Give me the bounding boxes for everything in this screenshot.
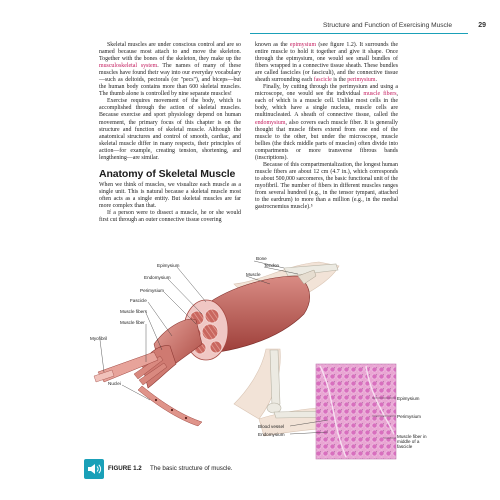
paragraph	[255, 42, 398, 84]
label-myofibril: Myofibril	[90, 336, 108, 341]
label-perimysium-micro: Perimysium	[397, 414, 421, 419]
label-muscle-fiber: Muscle fiber	[120, 320, 145, 325]
paragraph: When we think of muscles, we visualize each muscle as a single unit. This is natural because a skeletal muscle most often acts as a single entity. But skeletal muscles are far more complex than that.	[99, 181, 241, 209]
header-rule	[250, 33, 468, 34]
label-muscle-fibers: Muscle fibers	[120, 309, 148, 314]
label-blood-vessel: Blood vessel	[258, 424, 285, 429]
section-heading: Anatomy of Skeletal Muscle	[99, 167, 236, 180]
figure-caption	[84, 459, 414, 479]
muscle-illustration	[84, 254, 427, 464]
caption-label: FIGURE 1.2	[108, 465, 142, 472]
page-number: 29	[478, 22, 486, 29]
keyword[interactable]: perimysium	[347, 77, 376, 84]
caption-text: The basic structure of muscle.	[150, 465, 233, 472]
label-bone: Bone	[256, 256, 267, 261]
header-title: Structure and Function of Exercising Muscle	[322, 22, 452, 29]
left-column	[99, 42, 241, 282]
keyword[interactable]: endomysium	[255, 119, 286, 126]
text: Finally, by cutting through the perimysium and using a microscope, one would see the individual	[255, 84, 398, 98]
label-fiber-middle	[397, 434, 437, 460]
audio-speaker-icon[interactable]	[84, 459, 104, 479]
text: . The names of many of these muscles have found their way into our everyday vocabulary—such as deltoids, pectorals (or "pecs"), and biceps—but the human body contains more than 600 skeletal muscles. The thumb alone is controlled by nine separate muscles!	[99, 63, 241, 98]
text: known as the	[255, 42, 290, 48]
label-endomysium-micro: Endomysium	[258, 432, 285, 437]
keyword[interactable]: epimysium	[289, 42, 317, 48]
fascicle-illustration	[94, 319, 202, 426]
paragraph: If a person were to dissect a muscle, he or she would first cut through an outer connective tissue covering	[99, 210, 241, 224]
paragraph: Exercise requires movement of the body, which is accomplished through the action of skeletal muscles. Because exercise and sport physiology depend on human movement, the primary focus of this chapter is on the structure and function of skeletal muscle. Although the anatomical structures and control of smooth, cardiac, and skeletal muscle differ in many respects, their principles of action—for example, creating tension, shortening, and lengthening—are similar.	[99, 98, 241, 161]
label-muscle: Muscle	[246, 272, 261, 277]
label-perimysium: Perimysium	[140, 288, 164, 293]
label-nuclei: Nuclei	[108, 381, 121, 386]
text: , each of which is a muscle cell. Unlike most cells in the body, which have a single nucleus, muscle cells are multinucleated. A sheath of connective tissue, called the	[255, 91, 398, 119]
label-epimysium: Epimysium	[157, 263, 180, 268]
text: , also covers each muscle fiber. It is generally thought that muscle fibers extend from one end of the muscle to the other, but under the microscope, muscle bellies (the thick middle parts of muscles) often divide into compartments or more transverse fibrous bands (inscriptions).	[255, 119, 398, 161]
keyword[interactable]: muscle fibers	[363, 91, 397, 98]
paragraph: Because of this compartmentalization, the longest human muscle fibers are about 12 cm (4.7 in.), which corresponds to about 500,000 sarcomeres, the basic functional unit of the myofibril. The number of fibers in different muscles ranges from several hundred (e.g., in the tensor tympani, attached to the eardrum) to more than a million (e.g., in the medial gastrocnemius muscle).⁵	[255, 161, 398, 211]
label-fascicle: Fascicle	[130, 298, 147, 303]
text: .	[375, 77, 377, 84]
label-fiber-middle-text: Muscle fiber in middle of a fascicle	[397, 434, 427, 450]
keyword[interactable]: fascicle	[313, 77, 332, 84]
text: Skeletal muscles are under conscious control and are so named because most attach to and move the skeleton. Together with the bones of the skeleton, they make up the	[99, 42, 241, 63]
text: (see figure 1.2). It surrounds the entire muscle to hold it together and give it shape. Once through the epimysium, one would see small bundles of fibers wrapped in a connective tissue sheath. These bundles are called fascicles (or fasciculi), and the connective tissue sheath surrounding each	[255, 42, 398, 84]
text: is the	[331, 77, 348, 84]
paragraph	[255, 84, 398, 162]
right-column	[255, 42, 398, 264]
paragraph	[99, 42, 241, 98]
label-epimysium-micro: Epimysium	[397, 396, 420, 401]
running-header	[250, 22, 486, 34]
label-tendon: Tendon	[264, 263, 280, 268]
micrograph-panel	[316, 364, 396, 459]
keyword[interactable]: musculoskeletal system	[99, 63, 158, 70]
muscle-structure-figure	[84, 254, 427, 464]
label-endomysium: Endomysium	[144, 275, 171, 280]
